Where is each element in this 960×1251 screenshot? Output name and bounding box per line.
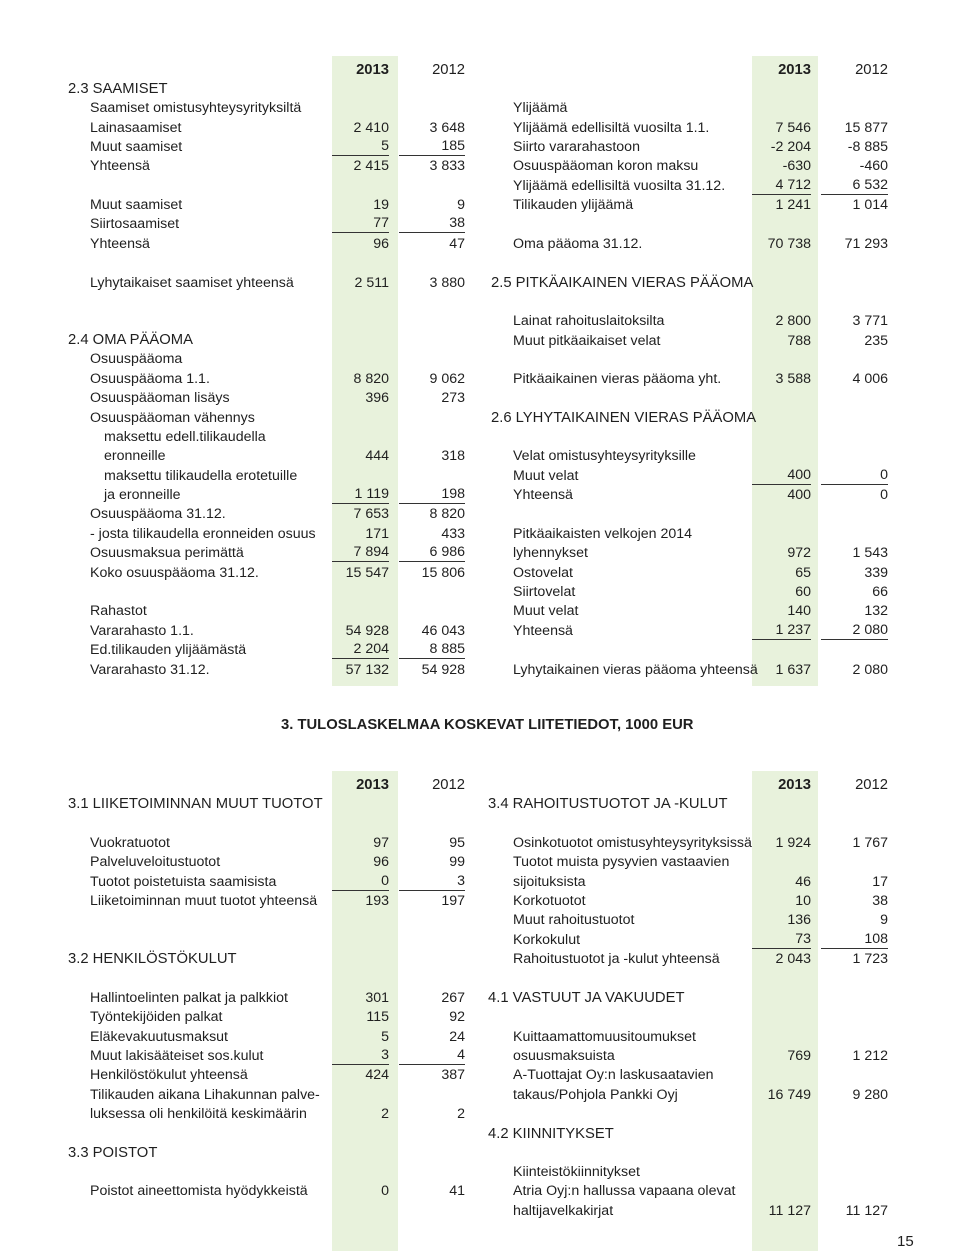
table-row <box>0 388 960 408</box>
row-label: Muut velat <box>513 468 579 484</box>
value-2013: 77 <box>332 214 389 233</box>
row-label: Muut saamiset <box>90 139 183 155</box>
row-label: Yhteensä <box>90 236 150 252</box>
value-2012: 108 <box>821 930 888 949</box>
value-2012: 197 <box>441 893 465 909</box>
row-label: Liiketoiminnan muut tuotot yhteensä <box>90 893 318 909</box>
row-label: Osuusmaksua perimättä <box>90 545 244 561</box>
value-2012: 387 <box>441 1067 465 1083</box>
table-row <box>0 98 960 118</box>
value-2012: 17 <box>872 874 888 890</box>
row-label: Muut velat <box>513 603 579 619</box>
row-label: Palveluveloitustuotot <box>90 854 221 870</box>
value-2012: 185 <box>399 137 465 156</box>
table-row <box>0 524 960 544</box>
row-label: Tuotot muista pysyvien vastaavien <box>513 854 730 870</box>
row-label: luksessa oli henkilöitä keskimäärin <box>90 1106 307 1122</box>
value-2012: 198 <box>399 485 465 504</box>
row-label: - josta tilikaudella eronneiden osuus <box>90 526 316 542</box>
value-2013: 136 <box>787 912 811 928</box>
row-label: Tilikauden ylijäämä <box>513 197 634 213</box>
row-label: Kuittaamattomuusitoumukset <box>513 1029 696 1045</box>
row-label: Yhteensä <box>513 623 573 639</box>
value-2012: 9 062 <box>429 371 465 387</box>
value-2013: 73 <box>752 930 811 949</box>
row-label: Ylijäämä edellisiltä vuosilta 31.12. <box>513 178 726 194</box>
value-2012: 8 820 <box>429 506 465 522</box>
row-label: Työntekijöiden palkat <box>90 1009 223 1025</box>
table-row <box>0 156 960 176</box>
value-2012: 318 <box>441 448 465 464</box>
row-label: eronneille <box>104 448 166 464</box>
value-2012: 11 127 <box>845 1203 888 1219</box>
value-2012: 8 885 <box>399 640 465 659</box>
row-label: Vararahasto 1.1. <box>90 623 194 639</box>
row-label: Kiinteistökiinnitykset <box>513 1164 640 1180</box>
value-2013: 2 204 <box>332 640 389 659</box>
table-row <box>0 582 960 602</box>
value-2012: 3 648 <box>429 120 465 136</box>
table-row <box>0 1065 960 1085</box>
value-2012: 24 <box>449 1029 465 1045</box>
value-2013: 972 <box>787 545 811 561</box>
value-2013: 2 410 <box>353 120 389 136</box>
value-2013: 96 <box>373 236 389 252</box>
value-2013: 16 749 <box>767 1087 811 1103</box>
table-row <box>0 930 960 950</box>
value-2012: 433 <box>441 526 465 542</box>
row-label: Osuuspääoman koron maksu <box>513 158 699 174</box>
table-row <box>0 118 960 138</box>
value-2013: 10 <box>795 893 811 909</box>
table-row <box>0 331 960 351</box>
value-2013: 3 <box>332 1046 389 1065</box>
value-2012: 2 080 <box>821 621 888 640</box>
value-2013: 11 127 <box>768 1203 811 1219</box>
row-label: Velat omistusyhteysyrityksille <box>513 448 696 464</box>
row-label: lyhennykset <box>513 545 588 561</box>
row-label: Yhteensä <box>513 487 573 503</box>
row-label: Koko osuuspääoma 31.12. <box>90 565 259 581</box>
table-row <box>0 485 960 505</box>
value-2012: 3 833 <box>429 158 465 174</box>
value-2012: 15 877 <box>844 120 888 136</box>
value-2012: 0 <box>880 487 888 503</box>
table-row <box>0 137 960 157</box>
value-2013: 65 <box>795 565 811 581</box>
value-2013: 4 712 <box>752 176 811 195</box>
value-2013: 46 <box>795 874 811 890</box>
year-current: 2013 <box>778 777 811 793</box>
value-2012: 339 <box>864 565 888 581</box>
section-title-rahoitus: 3.4 RAHOITUSTUOTOT JA -KULUT <box>488 796 728 812</box>
row-label: A-Tuottajat Oy:n laskusaatavien <box>513 1067 714 1083</box>
section-title-kiinnitykset: 4.2 KIINNITYKSET <box>488 1126 614 1142</box>
row-label: maksettu edell.tilikaudella <box>104 429 266 445</box>
row-label: Tilikauden aikana Lihakunnan palve- <box>90 1087 320 1103</box>
table-row <box>0 872 960 892</box>
value-2012: 15 806 <box>421 565 465 581</box>
value-2013: 1 637 <box>775 662 811 678</box>
value-2013: 193 <box>365 893 389 909</box>
year-previous: 2012 <box>432 777 465 793</box>
value-2013: 2 <box>381 1106 389 1122</box>
row-label: Ylijäämä edellisiltä vuosilta 1.1. <box>513 120 710 136</box>
row-label: Poistot aineettomista hyödykkeistä <box>90 1183 308 1199</box>
table-row <box>0 466 960 486</box>
row-label: Saamiset omistusyhteysyrityksiltä <box>90 100 302 116</box>
row-label: Siirtosaamiset <box>90 216 180 232</box>
value-2012: 46 043 <box>421 623 465 639</box>
value-2013: 400 <box>752 466 811 485</box>
table-row <box>0 543 960 563</box>
table-row <box>0 852 960 872</box>
row-label: Eläkevakuutusmaksut <box>90 1029 229 1045</box>
value-2012: 2 <box>457 1106 465 1122</box>
value-2013: 54 928 <box>345 623 389 639</box>
value-2012: 3 771 <box>852 313 888 329</box>
value-2012: 1 212 <box>852 1048 888 1064</box>
value-2012: 66 <box>872 584 888 600</box>
value-2012: 38 <box>399 214 465 233</box>
row-label: Atria Oyj:n hallussa vapaana olevat <box>513 1183 736 1199</box>
value-2013: 2 043 <box>775 951 811 967</box>
row-label: Pitkäaikainen vieras pääoma yht. <box>513 371 722 387</box>
value-2013: 1 241 <box>775 197 811 213</box>
year-current: 2013 <box>778 62 811 78</box>
row-label: Yhteensä <box>90 158 150 174</box>
row-label: Osuuspääoma <box>90 351 183 367</box>
row-label: Osuuspääoman lisäys <box>90 390 230 406</box>
table-row <box>0 640 960 660</box>
row-label: Rahoitustuotot ja -kulut yhteensä <box>513 951 720 967</box>
table-row <box>0 601 960 621</box>
value-2013: 115 <box>366 1009 389 1025</box>
year-header-bottom-right <box>0 775 960 795</box>
value-2013: 2 800 <box>775 313 811 329</box>
table-row <box>0 621 960 641</box>
table-row <box>0 504 960 524</box>
row-label: Siirtovelat <box>513 584 576 600</box>
main-heading: 3. TULOSLASKELMAA KOSKEVAT LIITETIEDOT, 1000 EUR <box>281 717 694 733</box>
table-row <box>0 446 960 466</box>
row-label: Muut rahoitustuotot <box>513 912 635 928</box>
value-2013: 7 653 <box>353 506 389 522</box>
value-2012: 2 080 <box>852 662 888 678</box>
value-2013: 8 820 <box>353 371 389 387</box>
value-2013: 19 <box>373 197 389 213</box>
section-title-muut-tuotot: 3.1 LIIKETOIMINNAN MUUT TUOTOT <box>68 796 323 812</box>
row-label: Siirto vararahastoon <box>513 139 640 155</box>
value-2013: 57 132 <box>345 662 389 678</box>
row-label: haltijavelkakirjat <box>513 1203 614 1219</box>
row-label: Korkokulut <box>513 932 581 948</box>
value-2012: 9 280 <box>852 1087 888 1103</box>
row-label: Lyhytaikaiset saamiset yhteensä <box>90 275 294 291</box>
table-row <box>0 891 960 911</box>
table-row <box>0 988 960 1008</box>
value-2013: 7 546 <box>775 120 811 136</box>
row-label: Korkotuotot <box>513 893 586 909</box>
value-2012: 0 <box>821 466 888 485</box>
value-2013: -630 <box>782 158 811 174</box>
section-title-oma-paaoma: 2.4 OMA PÄÄOMA <box>68 332 193 348</box>
value-2012: -8 885 <box>847 139 888 155</box>
value-2013: 769 <box>787 1048 811 1064</box>
section-title-vastuut: 4.1 VASTUUT JA VAKUUDET <box>488 990 685 1006</box>
value-2012: 92 <box>449 1009 465 1025</box>
value-2013: 7 894 <box>332 543 389 562</box>
value-2013: 140 <box>787 603 811 619</box>
value-2013: 400 <box>787 487 811 503</box>
table-row <box>0 1085 960 1105</box>
value-2012: 1 014 <box>852 197 888 213</box>
year-current: 2013 <box>356 62 389 78</box>
section-title-lyhytaikainen: 2.6 LYHYTAIKAINEN VIERAS PÄÄOMA <box>491 410 757 426</box>
table-row <box>0 195 960 215</box>
value-2012: 132 <box>864 603 888 619</box>
table-row <box>0 176 960 196</box>
page-number: 15 <box>897 1233 914 1250</box>
row-label: Rahastot <box>90 603 147 619</box>
value-2012: 95 <box>449 835 465 851</box>
value-2012: 99 <box>449 854 465 870</box>
row-label: Osuuspääoman vähennys <box>90 410 255 426</box>
row-label: Osuuspääoma 31.12. <box>90 506 226 522</box>
value-2012: 6 532 <box>821 176 888 195</box>
row-label: Muut lakisääteiset sos.kulut <box>90 1048 264 1064</box>
year-current: 2013 <box>356 777 389 793</box>
value-2013: 1 924 <box>775 835 811 851</box>
section-title-saamiset: 2.3 SAAMISET <box>68 81 168 97</box>
table-row <box>0 1046 960 1066</box>
table-row <box>0 408 960 428</box>
section-title-poistot: 3.3 POISTOT <box>68 1145 158 1161</box>
table-row <box>0 1007 960 1027</box>
value-2013: 0 <box>381 1183 389 1199</box>
row-label: Vararahasto 31.12. <box>90 662 210 678</box>
row-label: Oma pääoma 31.12. <box>513 236 643 252</box>
value-2013: 2 415 <box>353 158 389 174</box>
value-2012: 267 <box>441 990 465 1006</box>
value-2012: 9 <box>880 912 888 928</box>
value-2013: 1 237 <box>752 621 811 640</box>
table-row <box>0 234 960 254</box>
value-2012: 71 293 <box>844 236 888 252</box>
row-label: Lyhytaikainen vieras pääoma yhteensä <box>513 662 758 678</box>
value-2012: 235 <box>864 333 888 349</box>
value-2013: -2 204 <box>770 139 811 155</box>
table-row <box>0 369 960 389</box>
value-2012: 38 <box>872 893 888 909</box>
row-label: takaus/Pohjola Pankki Oyj <box>513 1087 678 1103</box>
table-row <box>0 660 960 680</box>
row-label: Ostovelat <box>513 565 573 581</box>
table-row <box>0 1201 960 1221</box>
row-label: Ylijäämä <box>513 100 568 116</box>
row-label: Lainat rahoituslaitoksilta <box>513 313 665 329</box>
table-row <box>0 1181 960 1201</box>
table-row <box>0 311 960 331</box>
value-2013: 70 738 <box>767 236 811 252</box>
row-label: Hallintoelinten palkat ja palkkiot <box>90 990 288 1006</box>
value-2012: 9 <box>457 197 465 213</box>
table-row <box>0 1162 960 1182</box>
table-row <box>0 349 960 369</box>
value-2012: 54 928 <box>421 662 465 678</box>
value-2013: 0 <box>332 872 389 891</box>
table-row <box>0 1027 960 1047</box>
value-2012: 41 <box>449 1183 465 1199</box>
table-row <box>0 949 960 969</box>
value-2013: 424 <box>365 1067 389 1083</box>
row-label: Lainasaamiset <box>90 120 182 136</box>
value-2012: 3 <box>399 872 465 891</box>
value-2012: 4 <box>399 1046 465 1065</box>
row-label: Tuotot poistetuista saamisista <box>90 874 277 890</box>
year-header-top-right <box>0 60 960 80</box>
value-2013: 444 <box>365 448 389 464</box>
row-label: Muut saamiset <box>90 197 183 213</box>
table-row <box>0 1104 960 1124</box>
value-2012: 47 <box>449 236 465 252</box>
row-label: Vuokratuotot <box>90 835 170 851</box>
value-2012: 1 767 <box>852 835 888 851</box>
value-2013: 1 119 <box>332 485 389 504</box>
table-row <box>0 910 960 930</box>
value-2013: 301 <box>365 990 389 1006</box>
table-row <box>0 427 960 447</box>
value-2013: 3 588 <box>775 371 811 387</box>
row-label: osuusmaksuista <box>513 1048 615 1064</box>
section-title-pitkaaikainen: 2.5 PITKÄAIKAINEN VIERAS PÄÄOMA <box>491 275 754 291</box>
value-2012: 273 <box>441 390 465 406</box>
row-label: sijoituksista <box>513 874 586 890</box>
value-2012: -460 <box>859 158 888 174</box>
value-2013: 396 <box>365 390 389 406</box>
table-row <box>0 273 960 293</box>
row-label: Osinkotuotot omistusyhteysyrityksissä <box>513 835 752 851</box>
section-title-henkilosto: 3.2 HENKILÖSTÖKULUT <box>68 951 237 967</box>
value-2013: 15 547 <box>345 565 389 581</box>
row-label: Henkilöstökulut yhteensä <box>90 1067 248 1083</box>
row-label: Ed.tilikauden ylijäämästä <box>90 642 247 658</box>
value-2013: 5 <box>332 137 389 156</box>
table-row <box>0 833 960 853</box>
value-2013: 96 <box>373 854 389 870</box>
value-2013: 2 511 <box>354 275 389 291</box>
value-2013: 97 <box>373 835 389 851</box>
year-previous: 2012 <box>432 62 465 78</box>
row-label: Pitkäaikaisten velkojen 2014 <box>513 526 693 542</box>
year-previous: 2012 <box>855 777 888 793</box>
value-2012: 6 986 <box>399 543 465 562</box>
row-label: Osuuspääoma 1.1. <box>90 371 210 387</box>
value-2013: 5 <box>381 1029 389 1045</box>
row-label: ja eronneille <box>104 487 181 503</box>
year-previous: 2012 <box>855 62 888 78</box>
table-row <box>0 563 960 583</box>
row-label: maksettu tilikaudella erotetuille <box>104 468 298 484</box>
row-label: Muut pitkäaikaiset velat <box>513 333 661 349</box>
value-2012: 4 006 <box>852 371 888 387</box>
value-2012: 3 880 <box>429 275 465 291</box>
table-row <box>0 214 960 234</box>
value-2012: 1 723 <box>852 951 888 967</box>
value-2013: 60 <box>795 584 811 600</box>
value-2012: 1 543 <box>852 545 888 561</box>
value-2013: 171 <box>365 526 389 542</box>
value-2013: 788 <box>787 333 811 349</box>
